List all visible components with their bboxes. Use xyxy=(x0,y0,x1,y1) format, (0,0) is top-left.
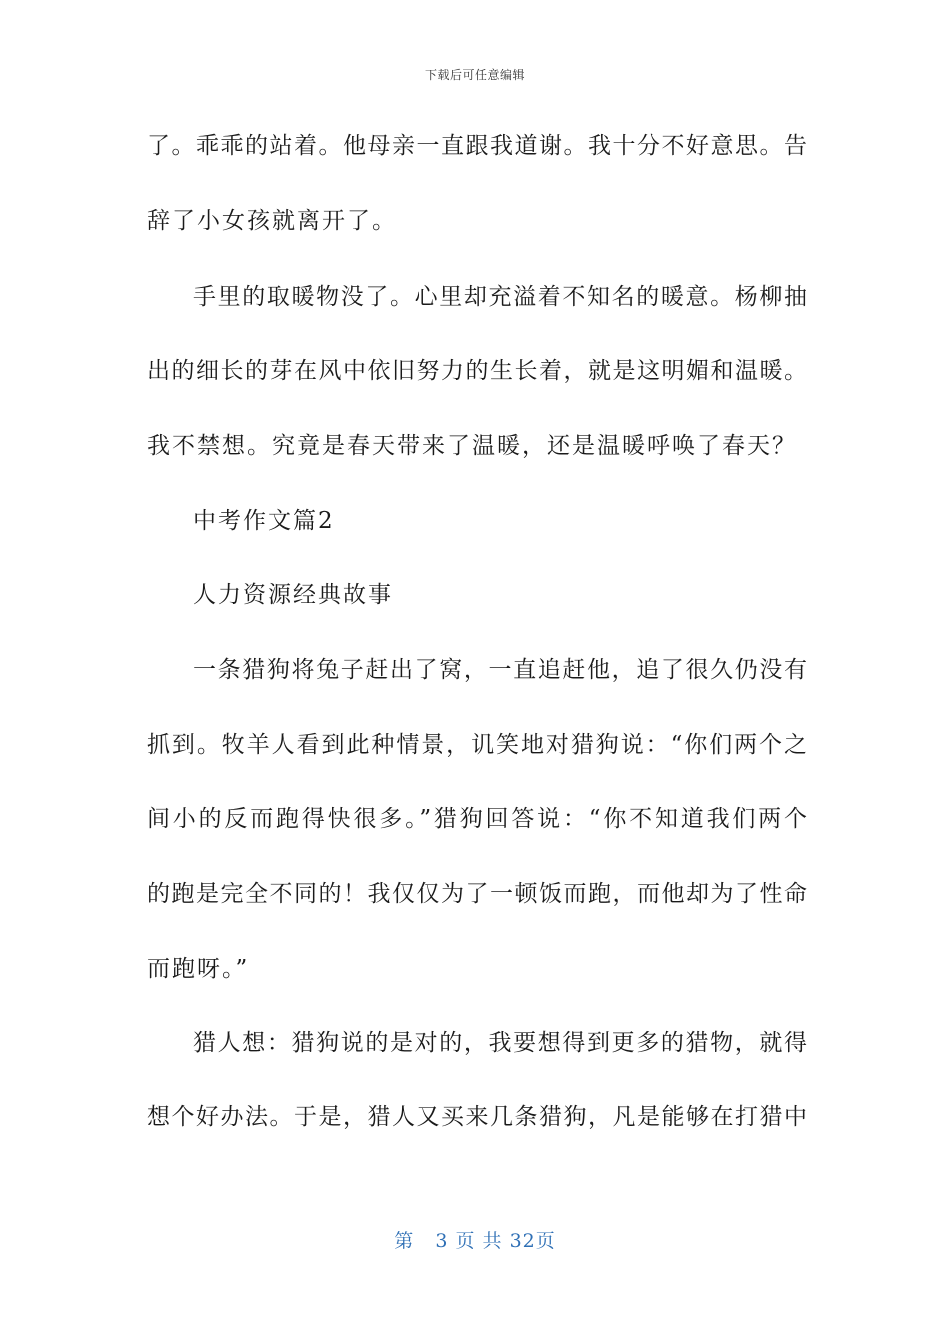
body-line: 想个好办法。于是，猎人又买来几条猎狗，凡是能够在打猎中 xyxy=(147,1104,807,1130)
body-line: 一条猎狗将兔子赶出了窝，一直追赶他，追了很久仍没有 xyxy=(193,657,807,683)
page-header-note: 下载后可任意编辑 xyxy=(424,68,525,82)
body-line: 抓到。牧羊人看到此种情景，讥笑地对猎狗说：“你们两个之 xyxy=(147,732,807,758)
body-line: 的跑是完全不同的！我仅仅为了一顿饭而跑，而他却为了性命 xyxy=(147,881,807,907)
story-title: 人力资源经典故事 xyxy=(193,582,393,608)
current-page-number: 3 xyxy=(435,1230,449,1252)
total-pages-number: 32 xyxy=(509,1230,536,1252)
body-line: 了。乖乖的站着。他母亲一直跟我道谢。我十分不好意思。告 xyxy=(147,133,807,159)
body-line: 出的细长的芽在风中依旧努力的生长着，就是这明媚和温暖。 xyxy=(147,358,807,384)
body-line: 间小的反而跑得快很多。”猎狗回答说：“你不知道我们两个 xyxy=(147,806,807,832)
body-line: 辞了小女孩就离开了。 xyxy=(147,208,397,234)
body-line: 手里的取暖物没了。心里却充溢着不知名的暖意。杨柳抽 xyxy=(193,284,807,310)
body-line: 而跑呀。” xyxy=(147,956,250,982)
page-label-suffix: 页 xyxy=(535,1230,556,1252)
section-heading: 中考作文篇2 xyxy=(193,508,335,534)
body-line: 我不禁想。究竟是春天带来了温暖，还是温暖呼唤了春天？ xyxy=(147,433,797,459)
page-label-prefix: 第 xyxy=(394,1230,415,1252)
page-label-mid: 页 共 xyxy=(455,1230,503,1252)
body-line: 猎人想：猎狗说的是对的，我要想得到更多的猎物，就得 xyxy=(193,1030,807,1056)
page-number-footer xyxy=(0,1226,950,1253)
